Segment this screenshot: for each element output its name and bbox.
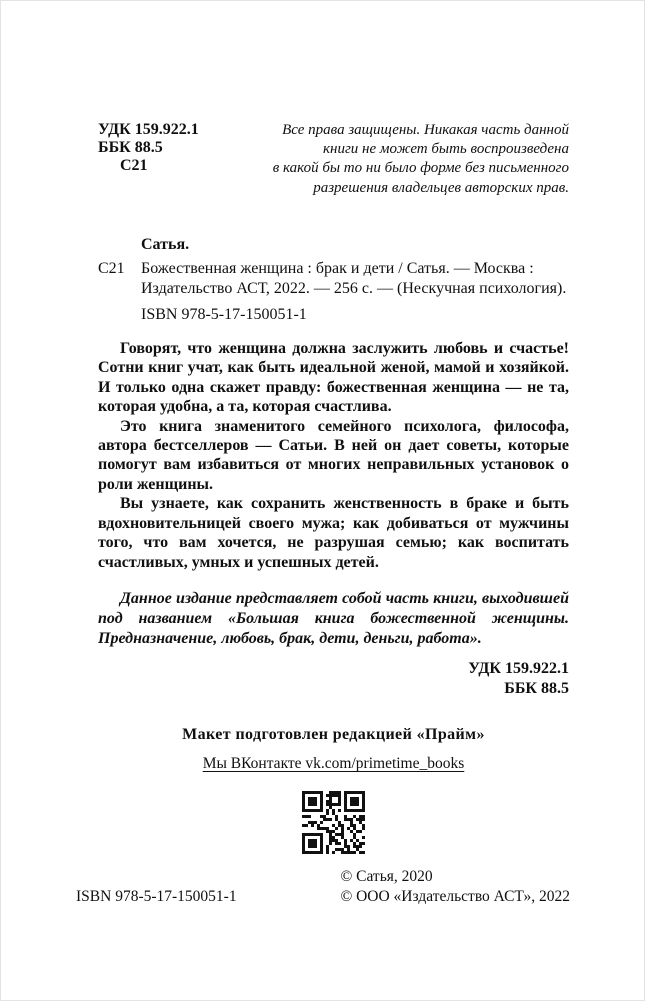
author-name: Сатья.: [141, 235, 190, 253]
rights-notice: [273, 121, 569, 198]
udk-code: УДК 159.922.1: [98, 121, 199, 138]
annotation-paragraph: Это книга знаменитого семейного психолога, философа, автора бестселлеров — Сатьи. В ней он дает советы, которые помогут вам избавиться от многих неправильных установок о роли женщины.: [98, 417, 569, 493]
edition-note: Данное издание представляет собой часть книги, выходившей под названием «Большая книга божественной женщины. Предназначение, любовь, брак, дети, деньги, работа».: [98, 590, 569, 647]
isbn-top: ISBN 978-5-17-150051-1: [141, 305, 307, 323]
catalog-entry-text: [141, 259, 569, 299]
imprint-line: Макет подготовлен редакцией «Прайм»: [182, 726, 485, 743]
rights-line: книги не может быть воспроизведена: [322, 141, 569, 158]
qr-code: [302, 791, 365, 854]
catalog-entry-code: С21: [98, 259, 125, 277]
bbk-code: ББК 88.5: [98, 138, 163, 156]
annotation-paragraph: Вы узнаете, как сохранить женственность в браке и быть вдохновительницей своего мужа; как добиваться от мужчины того, что вам хочется, не разрушая семью; как воспитать счастливых, умных и успешных детей.: [98, 495, 569, 571]
rights-line: в какой бы то ни было форме без письменного: [272, 160, 569, 177]
copyright-block: [340, 867, 570, 908]
copyright-author: © Сатья, 2020: [340, 868, 433, 885]
bbk-code-bottom: ББК 88.5: [504, 680, 569, 697]
qr-wrap: [98, 791, 569, 854]
catalog-letter-code: С21: [120, 156, 148, 174]
udk-code-bottom: УДК 159.922.1: [468, 660, 569, 677]
footer-classification-codes: [98, 659, 569, 699]
catalog-entry: [98, 259, 569, 299]
header-row: [98, 121, 569, 198]
rights-line: Все права защищены. Никакая часть данной: [282, 122, 569, 138]
rights-line: разрешения владельцев авторских прав.: [313, 179, 569, 196]
catalog-entry-line: Божественная женщина : брак и дети / Сатья. — Москва :: [141, 259, 534, 277]
social-link: Мы ВКонтакте vk.com/primetime_books: [202, 755, 465, 772]
copyright-publisher: © ООО «Издательство АСТ», 2022: [340, 888, 570, 906]
annotation-block: [98, 339, 569, 572]
catalog-entry-line: Издательство АСТ, 2022. — 256 с. — (Нескучная психология).: [141, 279, 567, 297]
annotation-paragraph: Говорят, что женщина должна заслужить любовь и счастье! Сотни книг учат, как быть идеальной женой, мамой и хозяйкой. И только одна скажет правду: божественная женщина — не та, которая удобна, а та, которая счастлива.: [98, 339, 569, 416]
isbn-bottom: ISBN 978-5-17-150051-1: [76, 888, 237, 906]
colophon-row: [76, 867, 570, 908]
classification-codes: [98, 121, 199, 175]
